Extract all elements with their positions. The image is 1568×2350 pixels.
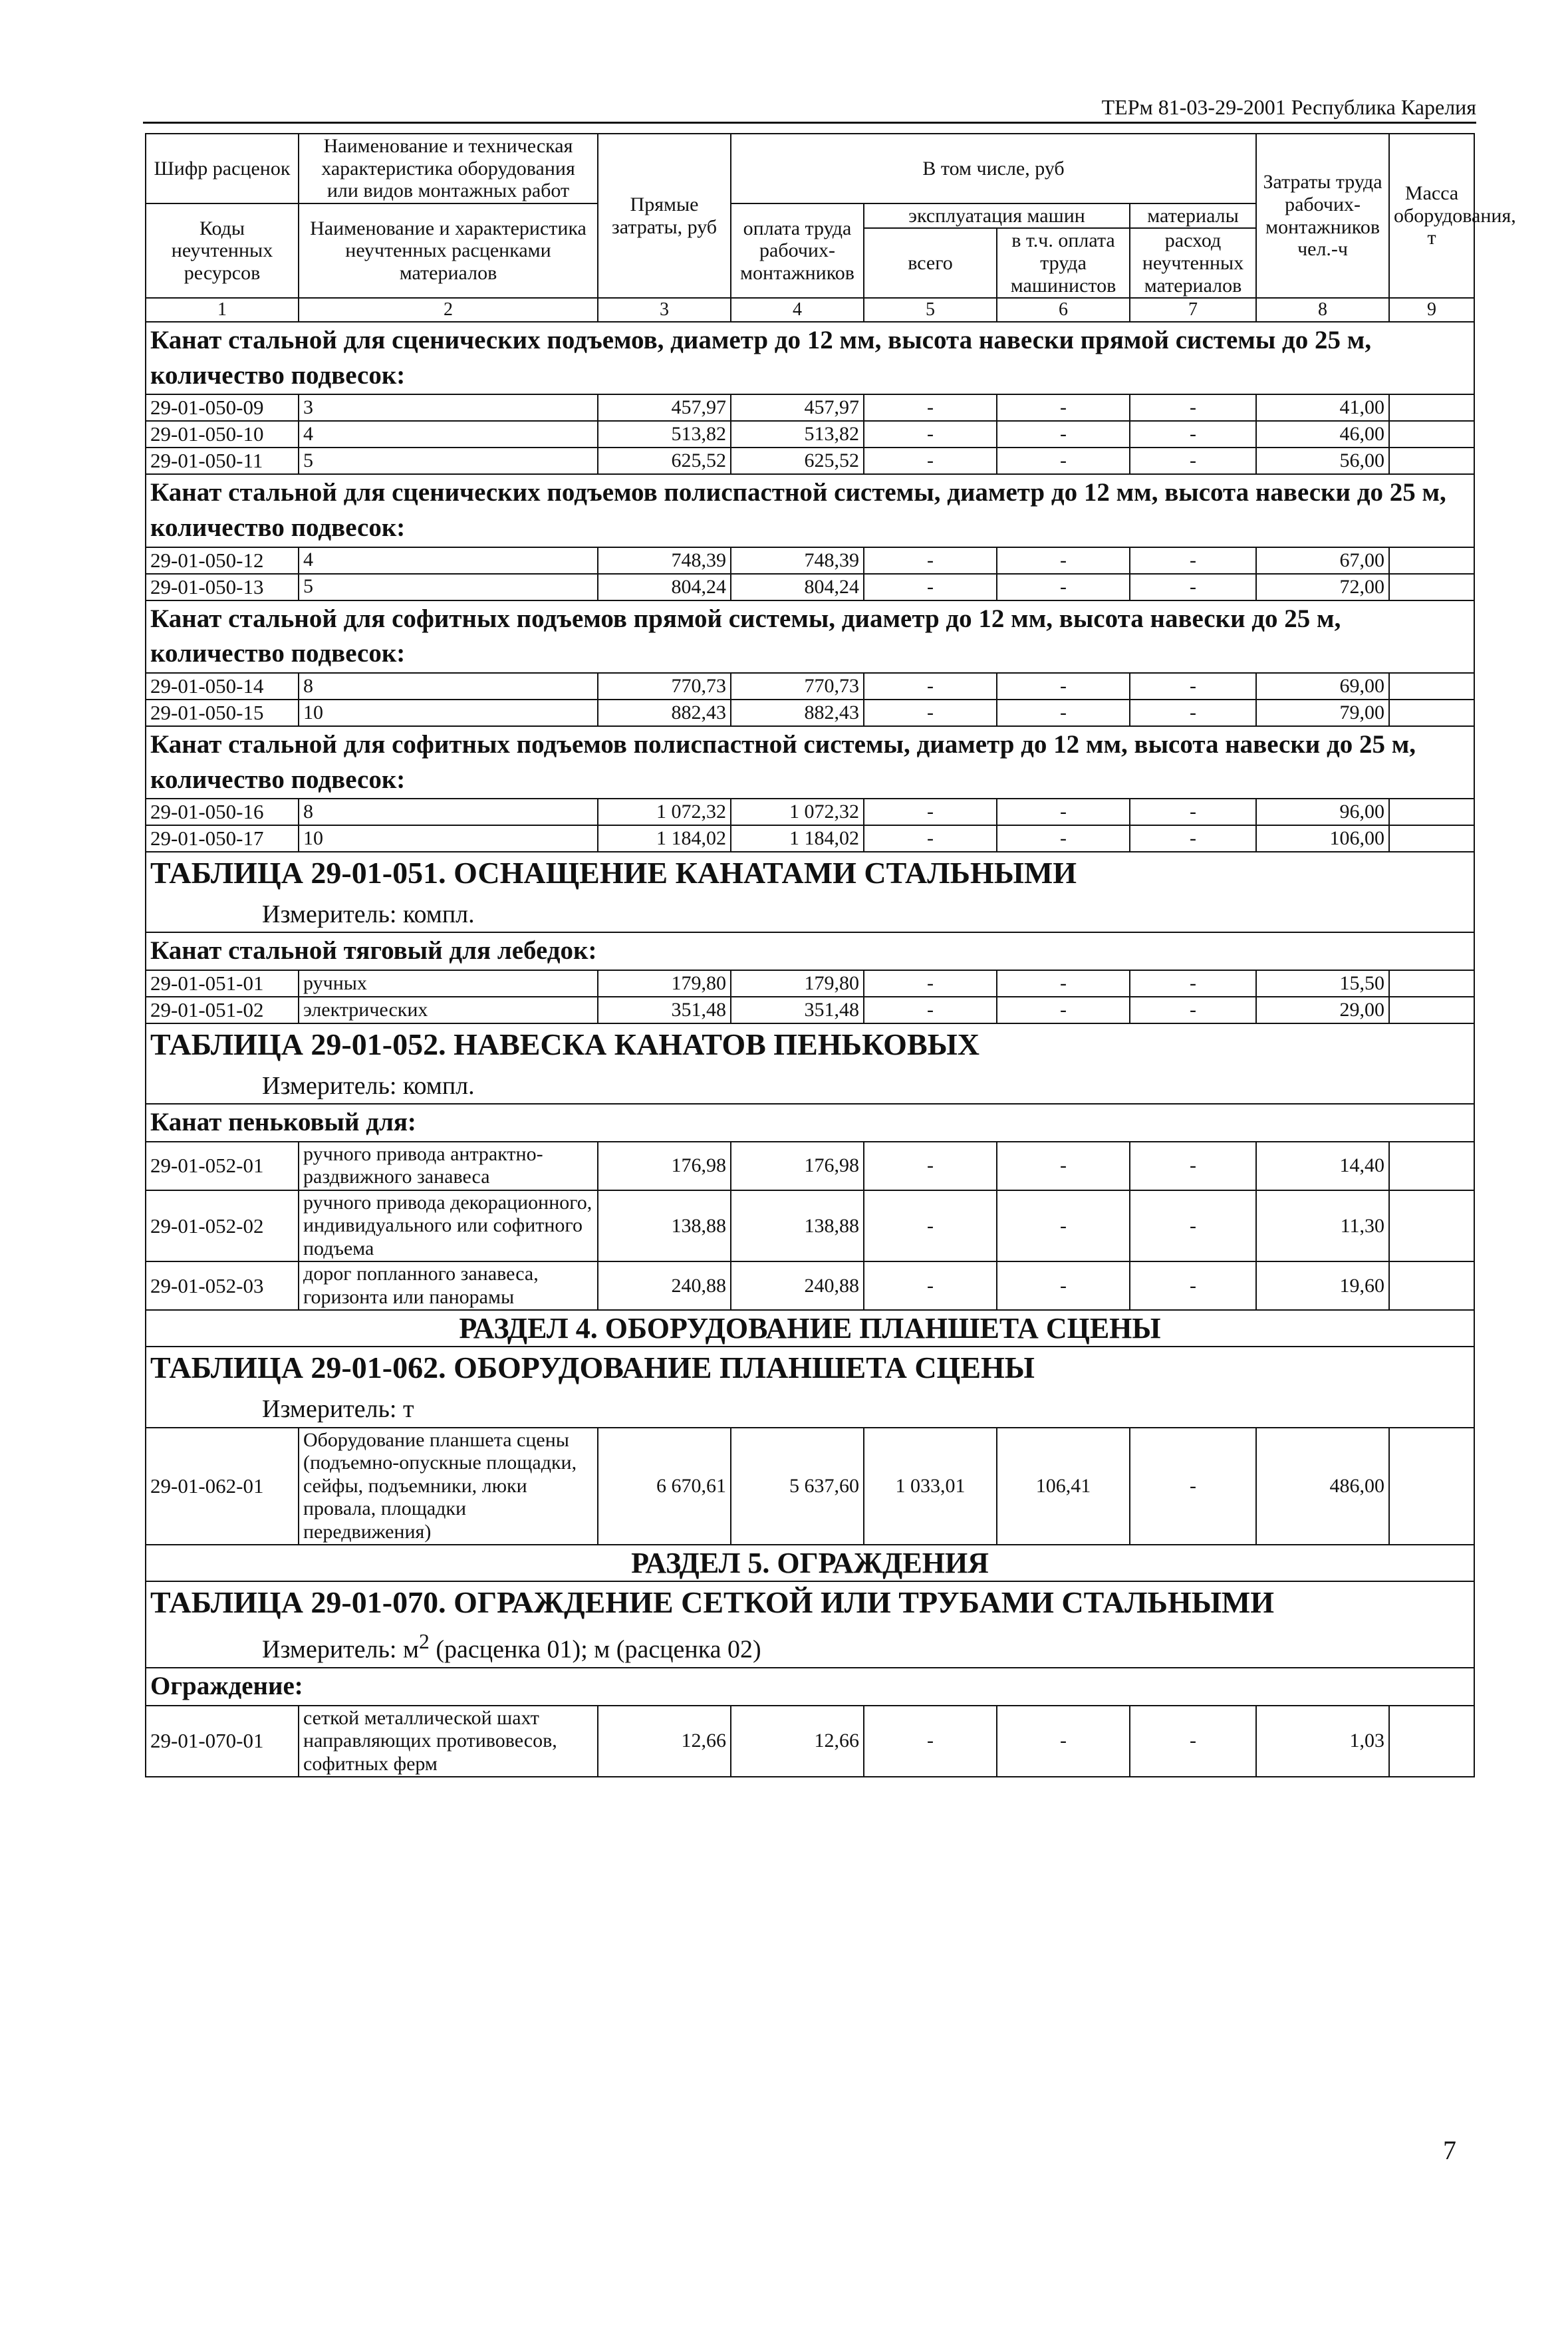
section-title: РАЗДЕЛ 4. ОБОРУДОВАНИЕ ПЛАНШЕТА СЦЕНЫ	[146, 1310, 1474, 1347]
table-title: ТАБЛИЦА 29-01-070. ОГРАЖДЕНИЕ СЕТКОЙ ИЛИ ТРУБАМИ СТАЛЬНЫМИ	[150, 1585, 1275, 1620]
materials: -	[1130, 700, 1256, 726]
labor-pay: 179,80	[731, 970, 864, 997]
machine-pay: -	[997, 448, 1130, 474]
rates-table	[145, 133, 1516, 1777]
direct-cost: 457,97	[598, 394, 731, 421]
measure-superscript: 2	[419, 1629, 430, 1653]
table-row	[146, 1706, 1474, 1777]
materials: -	[1130, 1706, 1256, 1777]
machine-pay: -	[997, 1706, 1130, 1777]
table-measure: Измеритель: компл.	[262, 900, 475, 929]
machine-pay: -	[997, 673, 1130, 700]
machine-pay: -	[997, 799, 1130, 825]
labor-hours: 56,00	[1256, 448, 1389, 474]
machine-pay: -	[997, 1261, 1130, 1310]
materials: -	[1130, 673, 1256, 700]
labor-hours: 69,00	[1256, 673, 1389, 700]
labor-hours: 67,00	[1256, 547, 1389, 574]
group-title: Канат пеньковый для:	[146, 1104, 1474, 1142]
col-num: 6	[997, 298, 1130, 322]
group-title: Канат стальной тяговый для лебедок:	[146, 932, 1474, 970]
rate-name: ручных	[299, 970, 598, 997]
labor-hours: 46,00	[1256, 421, 1389, 448]
table-heading-row	[146, 852, 1474, 932]
equipment-mass	[1389, 997, 1474, 1023]
equipment-mass	[1389, 825, 1474, 852]
table-row	[146, 547, 1474, 574]
machine-total: -	[864, 799, 997, 825]
col-num: 5	[864, 298, 997, 322]
table-heading-row	[146, 1581, 1474, 1668]
group-row	[146, 726, 1474, 799]
direct-cost: 138,88	[598, 1190, 731, 1262]
col-kody: Коды неучтенных ресурсов	[146, 203, 299, 298]
rate-code: 29-01-052-03	[146, 1261, 299, 1310]
labor-pay: 176,98	[731, 1142, 864, 1190]
direct-cost: 176,98	[598, 1142, 731, 1190]
col-zatraty: Затраты труда рабочих-монтажников чел.-ч	[1256, 134, 1389, 298]
labor-pay: 138,88	[731, 1190, 864, 1262]
col-num: 3	[598, 298, 731, 322]
equipment-mass	[1389, 421, 1474, 448]
col-num: 4	[731, 298, 864, 322]
group-row	[146, 474, 1474, 547]
rate-name: 5	[299, 448, 598, 474]
table-row	[146, 574, 1474, 600]
table-row	[146, 448, 1474, 474]
machine-total: -	[864, 448, 997, 474]
machine-total: -	[864, 970, 997, 997]
group-row	[146, 932, 1474, 970]
rate-name: дорог попланного занавеса, горизонта или панорамы	[299, 1261, 598, 1310]
direct-cost: 179,80	[598, 970, 731, 997]
labor-pay: 513,82	[731, 421, 864, 448]
group-row	[146, 322, 1474, 394]
materials: -	[1130, 394, 1256, 421]
machine-pay: -	[997, 394, 1130, 421]
table-row	[146, 1428, 1474, 1545]
col-materialy: материалы	[1130, 203, 1256, 229]
table-title: ТАБЛИЦА 29-01-062. ОБОРУДОВАНИЕ ПЛАНШЕТА СЦЕНЫ	[150, 1351, 1035, 1385]
rate-code: 29-01-070-01	[146, 1706, 299, 1777]
col-naim: Наименование и техническая характеристика оборудования или видов монтажных работ	[299, 134, 598, 203]
table-measure	[150, 1628, 1470, 1666]
materials: -	[1130, 1142, 1256, 1190]
rate-code: 29-01-050-13	[146, 574, 299, 600]
group-title: Канат стальной для сценических подъемов полиспастной системы, диаметр до 12 мм, высота навески до 25 м, количество подвесок:	[146, 474, 1474, 547]
machine-total: -	[864, 825, 997, 852]
col-ekspl: эксплуатация машин	[864, 203, 1130, 229]
materials: -	[1130, 799, 1256, 825]
col-shifr: Шифр расценок	[146, 134, 299, 203]
materials: -	[1130, 970, 1256, 997]
equipment-mass	[1389, 700, 1474, 726]
materials: -	[1130, 1428, 1256, 1545]
rate-name: 8	[299, 673, 598, 700]
equipment-mass	[1389, 799, 1474, 825]
table-title: ТАБЛИЦА 29-01-052. НАВЕСКА КАНАТОВ ПЕНЬКОВЫХ	[150, 1027, 980, 1062]
col-oplata: оплата труда рабочих-монтажников	[731, 203, 864, 298]
labor-hours: 79,00	[1256, 700, 1389, 726]
rate-code: 29-01-050-12	[146, 547, 299, 574]
equipment-mass	[1389, 448, 1474, 474]
header-rule	[143, 122, 1476, 124]
equipment-mass	[1389, 1142, 1474, 1190]
table-row	[146, 825, 1474, 852]
group-row	[146, 1104, 1474, 1142]
group-title: Ограждение:	[146, 1668, 1474, 1706]
rate-code: 29-01-051-02	[146, 997, 299, 1023]
rate-name: ручного привода декорационного, индивидуального или софитного подъема	[299, 1190, 598, 1262]
rate-code: 29-01-050-10	[146, 421, 299, 448]
machine-total: -	[864, 997, 997, 1023]
rate-name: 3	[299, 394, 598, 421]
col-num: 8	[1256, 298, 1389, 322]
machine-pay: -	[997, 700, 1130, 726]
rate-code: 29-01-050-14	[146, 673, 299, 700]
materials: -	[1130, 1261, 1256, 1310]
machine-pay: -	[997, 970, 1130, 997]
table-heading-row	[146, 1023, 1474, 1104]
machine-total: -	[864, 1142, 997, 1190]
equipment-mass	[1389, 547, 1474, 574]
rate-code: 29-01-050-09	[146, 394, 299, 421]
machine-total: 1 033,01	[864, 1428, 997, 1545]
equipment-mass	[1389, 574, 1474, 600]
direct-cost: 1 072,32	[598, 799, 731, 825]
rate-code: 29-01-050-15	[146, 700, 299, 726]
equipment-mass	[1389, 1428, 1474, 1545]
rate-code: 29-01-051-01	[146, 970, 299, 997]
table-row	[146, 1142, 1474, 1190]
group-row	[146, 1668, 1474, 1706]
labor-hours: 72,00	[1256, 574, 1389, 600]
direct-cost: 625,52	[598, 448, 731, 474]
col-naim2: Наименование и характеристика неучтенных расценками материалов	[299, 203, 598, 298]
col-rashod: расход неучтенных материалов	[1130, 228, 1256, 298]
col-vsego: всего	[864, 228, 997, 298]
rate-name: Оборудование планшета сцены (подъемно-опускные площадки, сейфы, подъемники, люки провала, площадки передвижения)	[299, 1428, 598, 1545]
table-row	[146, 421, 1474, 448]
col-num: 7	[1130, 298, 1256, 322]
labor-pay: 882,43	[731, 700, 864, 726]
labor-hours: 14,40	[1256, 1142, 1389, 1190]
table-row	[146, 1261, 1474, 1310]
materials: -	[1130, 997, 1256, 1023]
group-title: Канат стальной для софитных подъемов полиспастной системы, диаметр до 12 мм, высота навески до 25 м, количество подвесок:	[146, 726, 1474, 799]
labor-hours: 96,00	[1256, 799, 1389, 825]
equipment-mass	[1389, 1706, 1474, 1777]
materials: -	[1130, 825, 1256, 852]
machine-pay: -	[997, 547, 1130, 574]
machine-pay: -	[997, 825, 1130, 852]
machine-total: -	[864, 1706, 997, 1777]
rate-code: 29-01-050-17	[146, 825, 299, 852]
machine-total: -	[864, 547, 997, 574]
labor-pay: 1 072,32	[731, 799, 864, 825]
rate-name: 10	[299, 825, 598, 852]
machine-pay: -	[997, 1190, 1130, 1262]
machine-total: -	[864, 1261, 997, 1310]
direct-cost: 12,66	[598, 1706, 731, 1777]
equipment-mass	[1389, 394, 1474, 421]
table-row	[146, 997, 1474, 1023]
direct-cost: 240,88	[598, 1261, 731, 1310]
rates-table-body	[146, 322, 1474, 1777]
rate-code: 29-01-050-11	[146, 448, 299, 474]
rate-name: 10	[299, 700, 598, 726]
table-row	[146, 799, 1474, 825]
table-measure: Измеритель: т	[262, 1395, 414, 1424]
labor-hours: 29,00	[1256, 997, 1389, 1023]
col-v-tom-chisle: В том числе, руб	[731, 134, 1256, 203]
machine-pay: 106,41	[997, 1428, 1130, 1545]
materials: -	[1130, 574, 1256, 600]
materials: -	[1130, 547, 1256, 574]
direct-cost: 6 670,61	[598, 1428, 731, 1545]
col-num: 1	[146, 298, 299, 322]
machine-total: -	[864, 673, 997, 700]
page-number: 7	[1443, 2135, 1456, 2165]
rate-name: ручного привода антрактно-раздвижного занавеса	[299, 1142, 598, 1190]
labor-pay: 12,66	[731, 1706, 864, 1777]
materials: -	[1130, 448, 1256, 474]
direct-cost: 804,24	[598, 574, 731, 600]
equipment-mass	[1389, 1261, 1474, 1310]
labor-pay: 457,97	[731, 394, 864, 421]
rate-code: 29-01-052-02	[146, 1190, 299, 1262]
labor-hours: 11,30	[1256, 1190, 1389, 1262]
machine-total: -	[864, 700, 997, 726]
rate-name: электрических	[299, 997, 598, 1023]
machine-total: -	[864, 574, 997, 600]
table-title: ТАБЛИЦА 29-01-051. ОСНАЩЕНИЕ КАНАТАМИ СТАЛЬНЫМИ	[150, 856, 1077, 890]
labor-pay: 770,73	[731, 673, 864, 700]
rate-name: 5	[299, 574, 598, 600]
section-row	[146, 1310, 1474, 1347]
labor-hours: 486,00	[1256, 1428, 1389, 1545]
equipment-mass	[1389, 1190, 1474, 1262]
section-title: РАЗДЕЛ 5. ОГРАЖДЕНИЯ	[146, 1545, 1474, 1581]
labor-hours: 19,60	[1256, 1261, 1389, 1310]
direct-cost: 770,73	[598, 673, 731, 700]
labor-pay: 351,48	[731, 997, 864, 1023]
labor-hours: 15,50	[1256, 970, 1389, 997]
direct-cost: 1 184,02	[598, 825, 731, 852]
col-num: 9	[1389, 298, 1474, 322]
machine-total: -	[864, 1190, 997, 1262]
machine-pay: -	[997, 574, 1130, 600]
machine-pay: -	[997, 1142, 1130, 1190]
machine-total: -	[864, 421, 997, 448]
col-massa: Масса оборудования, т	[1389, 134, 1474, 298]
direct-cost: 351,48	[598, 997, 731, 1023]
rate-name: 4	[299, 421, 598, 448]
table-row	[146, 673, 1474, 700]
materials: -	[1130, 1190, 1256, 1262]
table-heading-row	[146, 1347, 1474, 1427]
rate-name: сеткой металлической шахт направляющих противовесов, софитных ферм	[299, 1706, 598, 1777]
equipment-mass	[1389, 673, 1474, 700]
machine-pay: -	[997, 421, 1130, 448]
group-title: Канат стальной для софитных подъемов прямой системы, диаметр до 12 мм, высота навески до 25 м, количество подвесок:	[146, 600, 1474, 673]
column-numbers-row	[146, 298, 1474, 322]
table-row	[146, 700, 1474, 726]
direct-cost: 748,39	[598, 547, 731, 574]
materials: -	[1130, 421, 1256, 448]
equipment-mass	[1389, 970, 1474, 997]
labor-pay: 240,88	[731, 1261, 864, 1310]
table-row	[146, 394, 1474, 421]
col-vtch: в т.ч. оплата труда машинистов	[997, 228, 1130, 298]
rate-name: 4	[299, 547, 598, 574]
table-row	[146, 1190, 1474, 1262]
col-num: 2	[299, 298, 598, 322]
measure-note: (расценка 01); м (расценка 02)	[429, 1635, 761, 1664]
rate-name: 8	[299, 799, 598, 825]
header-row-1	[146, 134, 1474, 203]
group-row	[146, 600, 1474, 673]
rate-code: 29-01-052-01	[146, 1142, 299, 1190]
labor-hours: 41,00	[1256, 394, 1389, 421]
labor-pay: 748,39	[731, 547, 864, 574]
machine-total: -	[864, 394, 997, 421]
labor-pay: 804,24	[731, 574, 864, 600]
machine-pay: -	[997, 997, 1130, 1023]
table-measure: Измеритель: компл.	[262, 1071, 475, 1100]
group-title: Канат стальной для сценических подъемов, диаметр до 12 мм, высота навески прямой системы до 25 м, количество подвесок:	[146, 322, 1474, 394]
measure-unit: Измеритель: м	[262, 1635, 420, 1664]
page-header: ТЕРм 81-03-29-2001 Республика Карелия	[1101, 95, 1476, 119]
labor-hours: 1,03	[1256, 1706, 1389, 1777]
rate-code: 29-01-050-16	[146, 799, 299, 825]
rate-code: 29-01-062-01	[146, 1428, 299, 1545]
table-row	[146, 970, 1474, 997]
col-pryamye: Прямые затраты, руб	[598, 134, 731, 298]
direct-cost: 513,82	[598, 421, 731, 448]
labor-pay: 625,52	[731, 448, 864, 474]
section-row	[146, 1545, 1474, 1581]
labor-hours: 106,00	[1256, 825, 1389, 852]
labor-pay: 5 637,60	[731, 1428, 864, 1545]
labor-pay: 1 184,02	[731, 825, 864, 852]
direct-cost: 882,43	[598, 700, 731, 726]
